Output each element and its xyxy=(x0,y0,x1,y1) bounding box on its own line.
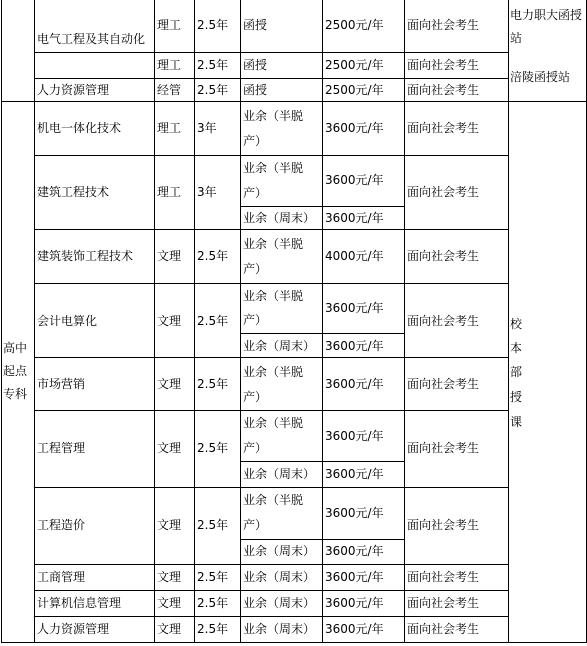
site-name: 授 xyxy=(510,390,523,404)
cell-years: 2.5年 xyxy=(197,314,229,328)
cell-category: 理工 xyxy=(157,121,182,135)
cell-target: 面向社会考生 xyxy=(407,314,480,328)
cell-mode: 业余（周末） xyxy=(243,596,316,610)
cell-mode: 业余（半脱 xyxy=(243,237,304,251)
column-rule xyxy=(240,0,241,643)
cell-major: 工程造价 xyxy=(37,518,86,532)
row-rule xyxy=(34,487,508,488)
cell-mode: 产） xyxy=(243,262,268,276)
cell-fee: 3600元/年 xyxy=(325,429,384,443)
cell-years: 2.5年 xyxy=(197,596,229,610)
cell-fee: 3600元/年 xyxy=(325,339,384,353)
cell-fee: 2500元/年 xyxy=(325,83,384,97)
site-name: 部 xyxy=(510,365,523,379)
cell-mode: 业余（半脱 xyxy=(243,289,304,303)
row-rule xyxy=(1,101,586,102)
column-rule xyxy=(34,0,35,643)
column-rule xyxy=(322,0,323,643)
cell-mode: 业余（周末） xyxy=(243,622,316,636)
cell-category: 经管 xyxy=(157,83,182,97)
row-rule xyxy=(34,155,508,156)
cell-mode: 业余（半脱 xyxy=(243,493,304,507)
cell-mode: 业余（半脱 xyxy=(243,161,304,175)
cell-category: 文理 xyxy=(157,377,182,391)
cell-fee: 3600元/年 xyxy=(325,544,384,558)
cell-fee: 3600元/年 xyxy=(325,173,384,187)
cell-target: 面向社会考生 xyxy=(407,596,480,610)
cell-mode: 产） xyxy=(243,313,268,327)
cell-mode: 业余（周末） xyxy=(243,211,316,225)
cell-mode: 产） xyxy=(243,134,268,148)
cell-major: 会计电算化 xyxy=(37,314,98,328)
cell-target: 面向社会考生 xyxy=(407,518,480,532)
cell-mode: 产） xyxy=(243,441,268,455)
cell-category: 文理 xyxy=(157,596,182,610)
column-rule xyxy=(154,0,155,643)
cell-target: 面向社会考生 xyxy=(407,441,480,455)
cell-major: 机电一体化技术 xyxy=(37,121,122,135)
cell-category: 理工 xyxy=(157,185,182,199)
cell-mode: 业余（半脱 xyxy=(243,109,304,123)
site-name: 涪陵函授站 xyxy=(510,70,571,84)
cell-fee: 3600元/年 xyxy=(325,506,384,520)
cell-mode: 函授 xyxy=(243,18,268,32)
cell-target: 面向社会考生 xyxy=(407,58,480,72)
cell-target: 面向社会考生 xyxy=(407,377,480,391)
row-rule xyxy=(34,616,508,617)
cell-fee: 3600元/年 xyxy=(325,596,384,610)
cell-major: 建筑工程技术 xyxy=(37,185,110,199)
cell-mode: 业余（周末） xyxy=(243,339,316,353)
cell-mode: 业余（周末） xyxy=(243,570,316,584)
cell-years: 2.5年 xyxy=(197,249,229,263)
cell-major: 电气工程及其自动化 xyxy=(37,32,146,46)
cell-category: 理工 xyxy=(157,18,182,32)
row-rule xyxy=(34,590,508,591)
cell-category: 文理 xyxy=(157,622,182,636)
cell-mode: 业余（周末） xyxy=(243,544,316,558)
row-rule xyxy=(34,52,508,53)
cell-category: 理工 xyxy=(157,58,182,72)
cell-target: 面向社会考生 xyxy=(407,121,480,135)
row-rule xyxy=(1,642,586,643)
cell-target: 面向社会考生 xyxy=(407,18,480,32)
cell-years: 2.5年 xyxy=(197,58,229,72)
group-label: 专科 xyxy=(3,387,28,401)
cell-mode: 业余（半脱 xyxy=(243,416,304,430)
cell-years: 2.5年 xyxy=(197,18,229,32)
cell-fee: 3600元/年 xyxy=(325,301,384,315)
cell-years: 3年 xyxy=(197,185,217,199)
row-rule xyxy=(34,564,508,565)
column-rule xyxy=(508,0,509,643)
cell-fee: 2500元/年 xyxy=(325,58,384,72)
cell-category: 文理 xyxy=(157,570,182,584)
cell-fee: 2500元/年 xyxy=(325,18,384,32)
cell-target: 面向社会考生 xyxy=(407,570,480,584)
column-rule xyxy=(194,0,195,643)
cell-fee: 3600元/年 xyxy=(325,622,384,636)
cell-years: 2.5年 xyxy=(197,518,229,532)
cell-major: 计算机信息管理 xyxy=(37,596,122,610)
column-rule xyxy=(1,0,2,643)
row-rule xyxy=(34,78,508,79)
row-rule xyxy=(34,410,508,411)
column-rule xyxy=(404,0,405,643)
cell-fee: 3600元/年 xyxy=(325,570,384,584)
cell-fee: 3600元/年 xyxy=(325,121,384,135)
group-label: 起点 xyxy=(3,364,28,378)
cell-mode: 函授 xyxy=(243,83,268,97)
cell-fee: 3600元/年 xyxy=(325,377,384,391)
cell-fee: 4000元/年 xyxy=(325,249,384,263)
cell-category: 文理 xyxy=(157,249,182,263)
cell-years: 3年 xyxy=(197,121,217,135)
site-name: 电力职大函授 xyxy=(510,8,583,22)
cell-mode: 产） xyxy=(243,518,268,532)
cell-fee: 3600元/年 xyxy=(325,211,384,225)
cell-category: 文理 xyxy=(157,314,182,328)
cell-target: 面向社会考生 xyxy=(407,622,480,636)
cell-major: 工程管理 xyxy=(37,441,86,455)
row-rule xyxy=(34,357,508,358)
cell-major: 人力资源管理 xyxy=(37,622,110,636)
cell-years: 2.5年 xyxy=(197,570,229,584)
cell-major: 建筑装饰工程技术 xyxy=(37,249,134,263)
cell-major: 市场营销 xyxy=(37,377,86,391)
cell-major: 人力资源管理 xyxy=(37,83,110,97)
cell-years: 2.5年 xyxy=(197,83,229,97)
site-name: 站 xyxy=(510,31,523,45)
site-name: 课 xyxy=(510,415,523,429)
cell-fee: 3600元/年 xyxy=(325,467,384,481)
cell-mode: 业余（半脱 xyxy=(243,365,304,379)
row-rule xyxy=(34,229,508,230)
cell-mode: 业余（周末） xyxy=(243,467,316,481)
row-rule xyxy=(34,283,508,284)
group-label: 高中 xyxy=(3,341,28,355)
cell-category: 文理 xyxy=(157,441,182,455)
cell-mode: 产） xyxy=(243,186,268,200)
cell-major: 工商管理 xyxy=(37,570,86,584)
cell-mode: 产） xyxy=(243,390,268,404)
cell-years: 2.5年 xyxy=(197,622,229,636)
cell-years: 2.5年 xyxy=(197,377,229,391)
cell-target: 面向社会考生 xyxy=(407,83,480,97)
cell-target: 面向社会考生 xyxy=(407,249,480,263)
cell-category: 文理 xyxy=(157,518,182,532)
cell-mode: 函授 xyxy=(243,58,268,72)
site-name: 本 xyxy=(510,341,523,355)
cell-target: 面向社会考生 xyxy=(407,185,480,199)
site-name: 校 xyxy=(510,317,523,331)
cell-years: 2.5年 xyxy=(197,441,229,455)
